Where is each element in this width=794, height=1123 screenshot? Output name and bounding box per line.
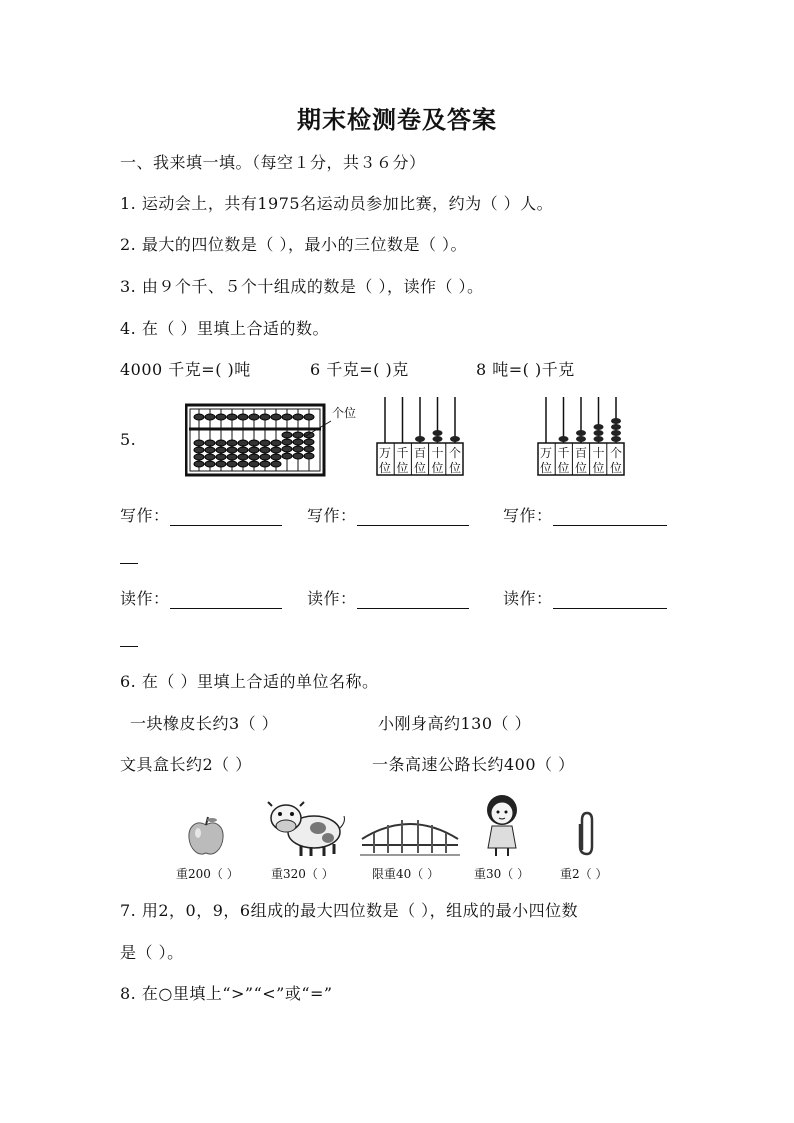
abacus-bead	[304, 439, 314, 445]
abacus-bead	[194, 414, 204, 420]
abacus-bead	[282, 414, 292, 420]
abacus-bead	[205, 414, 215, 420]
abacus-bead	[194, 447, 204, 453]
abacus-bead	[227, 414, 237, 420]
q6-item-1: 一块橡皮长约3（ ）	[130, 714, 279, 733]
bead	[576, 436, 586, 442]
write-label: 写作：	[120, 506, 170, 525]
abacus-bead	[216, 454, 226, 460]
counting-frame-2	[536, 395, 626, 477]
place-label: 百	[413, 446, 427, 460]
bead	[433, 436, 443, 442]
paperclip-caption: 重2（ ）	[560, 867, 608, 881]
place-label: 位	[448, 461, 462, 475]
girl-icon	[480, 792, 524, 858]
bead	[450, 436, 460, 442]
place-label: 个	[609, 446, 623, 460]
question-3: 3. 由９个千、５个十组成的数是（ ），读作（ ）。	[120, 277, 484, 296]
abacus-bead	[249, 440, 259, 446]
read-row	[307, 586, 469, 609]
place-label: 百	[574, 446, 588, 460]
abacus-bead	[260, 414, 270, 420]
place-label: 个	[448, 446, 462, 460]
abacus-bead	[194, 440, 204, 446]
section-heading: 一、我来填一填。（每空１分，共３６分）	[120, 153, 426, 172]
answer-line[interactable]	[553, 509, 667, 526]
abacus-bead	[293, 439, 303, 445]
write-row	[503, 503, 667, 526]
question-7-line-2: 是（ ）。	[120, 943, 184, 962]
place-label: 十	[592, 446, 605, 460]
place-label: 千	[557, 446, 570, 460]
abacus-bead	[249, 414, 259, 420]
bead	[611, 418, 621, 424]
abacus-bead	[249, 461, 259, 467]
line-wrap-dash	[120, 563, 138, 564]
answer-line[interactable]	[357, 592, 469, 609]
abacus-bead	[205, 461, 215, 467]
abacus-bead	[238, 461, 248, 467]
abacus-bead	[227, 440, 237, 446]
abacus-bead	[227, 461, 237, 467]
question-1: 1. 运动会上，共有1975名运动员参加比赛，约为（ ）人。	[120, 194, 554, 213]
read-label: 读作：	[120, 589, 170, 608]
question-6: 6. 在（ ）里填上合适的单位名称。	[120, 672, 379, 691]
bead	[594, 424, 604, 430]
bead	[611, 436, 621, 442]
abacus-bead	[304, 446, 314, 452]
write-label: 写作：	[307, 506, 357, 525]
place-label: 位	[396, 461, 409, 475]
abacus-bead	[260, 447, 270, 453]
page-title: 期末检测卷及答案	[297, 106, 497, 134]
abacus-bead	[271, 454, 281, 460]
bead	[433, 430, 443, 436]
bead	[415, 436, 425, 442]
answer-line[interactable]	[553, 592, 667, 609]
abacus-bead	[282, 439, 292, 445]
abacus-bead	[304, 414, 314, 420]
abacus-bead	[260, 461, 270, 467]
abacus-bead	[271, 440, 281, 446]
abacus-bead	[271, 461, 281, 467]
place-label: 位	[413, 461, 427, 475]
abacus-bead	[304, 432, 314, 438]
q4-item-3: 8 吨=( )千克	[476, 360, 575, 379]
bead	[559, 436, 569, 442]
line-wrap-dash	[120, 646, 138, 647]
write-row	[120, 503, 282, 526]
abacus-ones-label: 个位	[332, 406, 357, 420]
write-label: 写作：	[503, 506, 553, 525]
q4-item-2: 6 千克=( )克	[310, 360, 409, 379]
q6-item-4: 一条高速公路长约400（ ）	[372, 755, 575, 774]
question-5-number: 5.	[120, 430, 137, 449]
place-label: 位	[539, 461, 553, 475]
bead	[594, 436, 604, 442]
abacus-bead	[249, 447, 259, 453]
abacus-bead	[216, 461, 226, 467]
apple-caption: 重200（ ）	[176, 867, 239, 881]
place-label: 位	[592, 461, 605, 475]
abacus-bead	[260, 440, 270, 446]
q6-item-2: 小刚身高约130（ ）	[378, 714, 532, 733]
abacus-bead	[282, 453, 292, 459]
read-label: 读作：	[503, 589, 553, 608]
girl-caption: 重30（ ）	[474, 867, 530, 881]
question-4: 4. 在（ ）里填上合适的数。	[120, 319, 329, 338]
abacus-bead	[304, 453, 314, 459]
bead	[611, 424, 621, 430]
abacus-bead	[260, 454, 270, 460]
bridge-icon	[360, 805, 460, 857]
read-label: 读作：	[307, 589, 357, 608]
abacus-bead	[271, 447, 281, 453]
place-label: 位	[574, 461, 588, 475]
abacus-bead	[227, 447, 237, 453]
place-label: 位	[609, 461, 623, 475]
question-2: 2. 最大的四位数是（ ），最小的三位数是（ ）。	[120, 235, 468, 254]
paperclip-icon	[574, 810, 600, 858]
answer-line[interactable]	[170, 592, 282, 609]
abacus-bead	[216, 440, 226, 446]
abacus-bead	[249, 454, 259, 460]
q4-item-1: 4000 千克=( )吨	[120, 360, 251, 379]
abacus-bead	[282, 432, 292, 438]
cow-caption: 重320（ ）	[271, 867, 334, 881]
q6-item-3: 文具盒长约2（ ）	[120, 755, 252, 774]
bead	[594, 430, 604, 436]
place-label: 万	[378, 446, 392, 460]
abacus-bead	[293, 414, 303, 420]
abacus-bead	[238, 454, 248, 460]
cow-icon	[266, 800, 348, 858]
question-8: 8. 在○里填上“>”“<”或“=”	[120, 984, 333, 1003]
read-row	[120, 586, 282, 609]
abacus-bead	[205, 447, 215, 453]
abacus-bead	[216, 447, 226, 453]
abacus-bead	[216, 414, 226, 420]
answer-line[interactable]	[357, 509, 469, 526]
bead	[576, 430, 586, 436]
apple-icon	[186, 815, 226, 859]
abacus-bead	[205, 440, 215, 446]
abacus-bead	[271, 414, 281, 420]
place-label: 位	[557, 461, 570, 475]
bead	[611, 430, 621, 436]
counting-frame-1	[375, 395, 465, 477]
abacus-bead	[227, 454, 237, 460]
abacus-bead	[293, 446, 303, 452]
place-label: 千	[396, 446, 409, 460]
read-row	[503, 586, 667, 609]
abacus-bead	[238, 440, 248, 446]
answer-line[interactable]	[170, 509, 282, 526]
abacus-bead	[194, 461, 204, 467]
place-label: 十	[431, 446, 444, 460]
abacus-bead	[194, 454, 204, 460]
question-7-line-1: 7. 用2，0，9，6组成的最大四位数是（ ），组成的最小四位数	[120, 901, 579, 920]
abacus-bead	[293, 432, 303, 438]
abacus-icon	[185, 403, 360, 478]
bridge-caption: 限重40（ ）	[372, 867, 440, 881]
write-row	[307, 503, 469, 526]
abacus-bead	[282, 446, 292, 452]
place-label: 位	[431, 461, 444, 475]
abacus-bead	[293, 453, 303, 459]
abacus-bead	[238, 447, 248, 453]
place-label: 万	[539, 446, 553, 460]
place-label: 位	[378, 461, 392, 475]
abacus-bead	[238, 414, 248, 420]
abacus-bead	[205, 454, 215, 460]
